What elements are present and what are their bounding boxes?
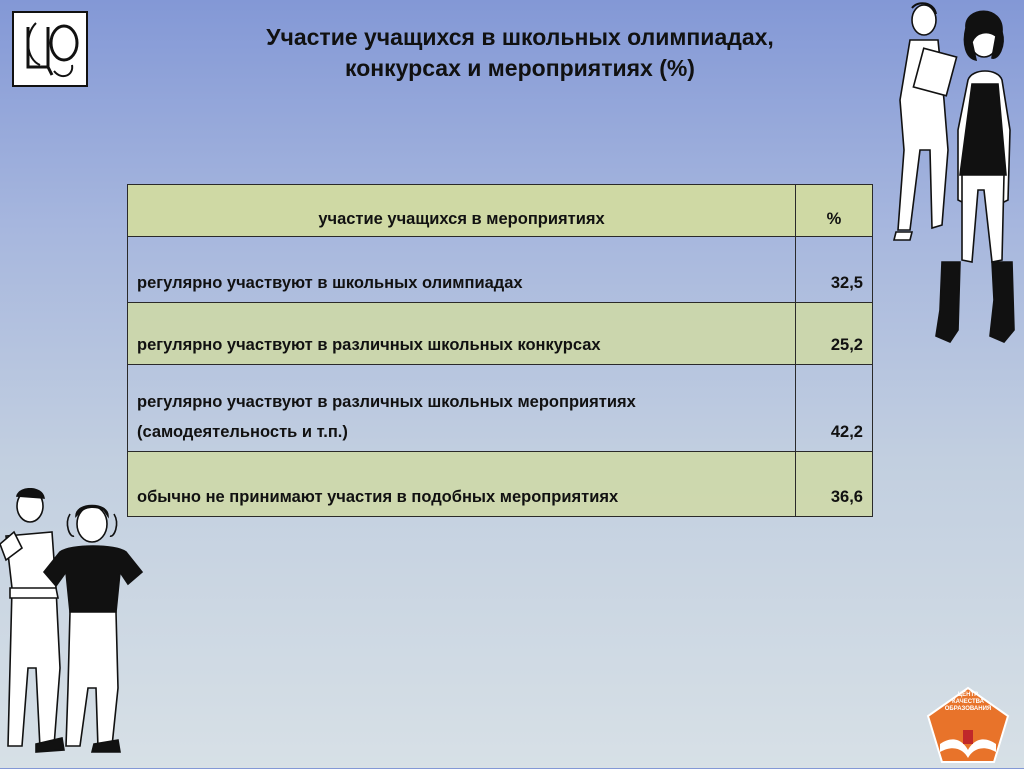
row-label-line-1: регулярно участвуют в различных школьных мероприятиях: [137, 393, 636, 411]
slide-title-line-1: Участие учащихся в школьных олимпиадах,: [266, 24, 774, 50]
row-label: обычно не принимают участия в подобных мероприятиях: [128, 452, 796, 517]
badge-text: [940, 692, 996, 713]
row-label: [128, 365, 796, 452]
row-value: 32,5: [796, 237, 873, 303]
table-row: [128, 452, 873, 517]
table-row: [128, 365, 873, 452]
row-label: регулярно участвуют в различных школьных конкурсах: [128, 303, 796, 365]
table-row: [128, 237, 873, 303]
row-value: 25,2: [796, 303, 873, 365]
table-header-row: [128, 185, 873, 237]
quality-center-badge: [926, 686, 1010, 764]
header-label: участие учащихся в мероприятиях: [128, 185, 796, 237]
header-unit: %: [796, 185, 873, 237]
row-value: 36,6: [796, 452, 873, 517]
participation-table: [127, 184, 873, 517]
row-label-line-2: (самодеятельность и т.п.): [137, 423, 348, 441]
table-row: [128, 303, 873, 365]
badge-line-1: ЦЕНТР: [957, 692, 979, 698]
logo-monogram-icon: [14, 13, 86, 85]
students-boys-illustration: [0, 488, 150, 758]
slide-title: [190, 22, 850, 84]
slide-title-line-2: конкурсах и мероприятиях (%): [345, 55, 695, 81]
badge-line-3: ОБРАЗОВАНИЯ: [944, 706, 992, 712]
students-girls-illustration: [888, 0, 1024, 350]
badge-line-2: КАЧЕСТВА: [952, 699, 984, 705]
row-label: регулярно участвуют в школьных олимпиадах: [128, 237, 796, 303]
logo: [12, 11, 88, 87]
row-value: 42,2: [796, 365, 873, 452]
